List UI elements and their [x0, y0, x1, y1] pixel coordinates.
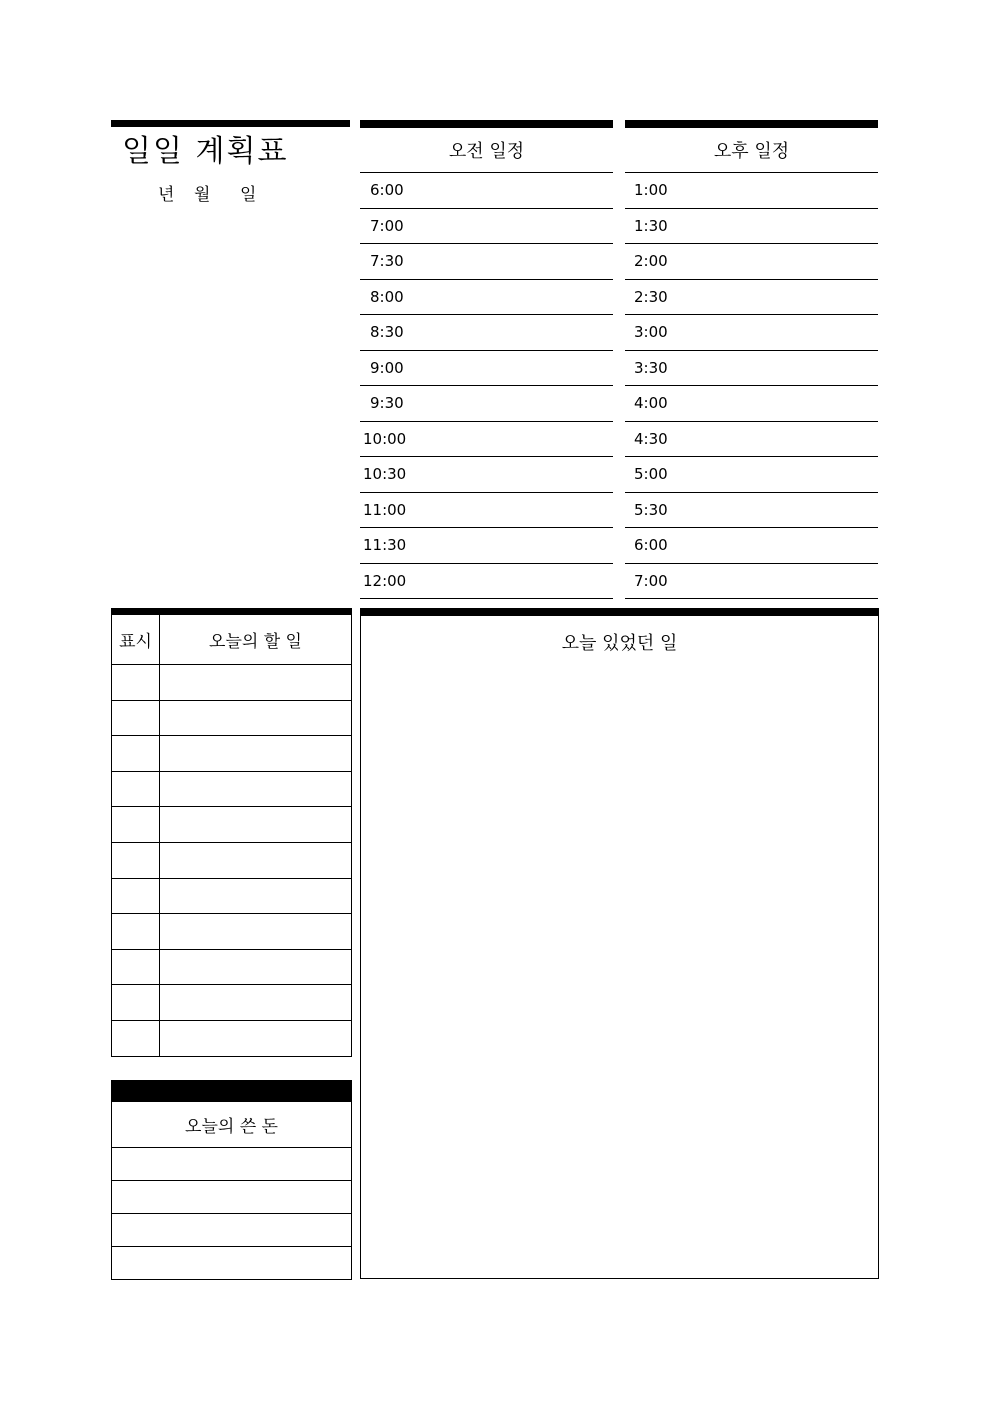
date-day-label: 일 — [240, 185, 257, 205]
pm-time-row[interactable] — [625, 209, 878, 245]
todo-row — [112, 736, 351, 772]
am-time-label: 12:00 — [363, 571, 407, 590]
am-time-label: 11:00 — [363, 500, 407, 519]
todo-mark-cell[interactable] — [112, 701, 160, 736]
todo-header-row — [112, 615, 351, 665]
todo-mark-cell[interactable] — [112, 1021, 160, 1056]
todo-task-cell[interactable] — [160, 843, 351, 878]
date-year-label: 년 — [158, 185, 175, 205]
am-time-row[interactable] — [360, 280, 613, 316]
done-box[interactable] — [360, 608, 879, 1279]
pm-time-label: 2:00 — [634, 252, 668, 271]
todo-task-cell[interactable] — [160, 701, 351, 736]
todo-task-cell[interactable] — [160, 807, 351, 842]
pm-time-label: 4:30 — [634, 429, 668, 448]
todo-mark-cell[interactable] — [112, 914, 160, 949]
am-time-label: 6:00 — [370, 181, 404, 200]
pm-time-row[interactable] — [625, 528, 878, 564]
done-header: 오늘 있었던 일 — [561, 633, 678, 654]
todo-row — [112, 985, 351, 1021]
money-header: 오늘의 쓴 돈 — [112, 1102, 351, 1148]
pm-time-row[interactable] — [625, 422, 878, 458]
date-month-label: 월 — [194, 185, 211, 205]
money-table — [111, 1080, 352, 1280]
page-title: 일일 계획표 — [122, 134, 289, 169]
am-time-row[interactable] — [360, 457, 613, 493]
am-time-label: 11:30 — [363, 536, 407, 555]
am-time-row[interactable] — [360, 173, 613, 209]
todo-row — [112, 772, 351, 808]
todo-task-cell[interactable] — [160, 914, 351, 949]
todo-mark-cell[interactable] — [112, 772, 160, 807]
am-time-row[interactable] — [360, 422, 613, 458]
todo-task-header: 오늘의 할 일 — [209, 632, 302, 652]
pm-time-label: 3:30 — [634, 358, 668, 377]
pm-time-row[interactable] — [625, 386, 878, 422]
todo-mark-cell[interactable] — [112, 985, 160, 1020]
pm-time-label: 1:30 — [634, 216, 668, 235]
todo-row — [112, 843, 351, 879]
todo-mark-cell[interactable] — [112, 807, 160, 842]
am-time-label: 8:00 — [370, 287, 404, 306]
todo-row — [112, 879, 351, 915]
todo-row — [112, 701, 351, 737]
am-time-row[interactable] — [360, 244, 613, 280]
am-time-label: 9:00 — [370, 358, 404, 377]
todo-task-cell[interactable] — [160, 985, 351, 1020]
pm-schedule-bar — [625, 120, 878, 128]
am-time-label: 8:30 — [370, 323, 404, 342]
pm-time-label: 7:00 — [634, 571, 668, 590]
pm-time-label: 5:30 — [634, 500, 668, 519]
money-row[interactable] — [112, 1181, 351, 1214]
todo-row — [112, 950, 351, 986]
todo-top-bar — [112, 608, 351, 615]
money-row[interactable] — [112, 1148, 351, 1181]
pm-time-row[interactable] — [625, 315, 878, 351]
pm-time-row[interactable] — [625, 493, 878, 529]
am-time-label: 10:00 — [363, 429, 407, 448]
am-schedule — [360, 120, 613, 599]
pm-time-row[interactable] — [625, 280, 878, 316]
todo-task-cell[interactable] — [160, 736, 351, 771]
todo-mark-cell[interactable] — [112, 879, 160, 914]
am-time-row[interactable] — [360, 528, 613, 564]
todo-task-cell[interactable] — [160, 879, 351, 914]
pm-schedule-header: 오후 일정 — [625, 128, 878, 173]
todo-task-cell[interactable] — [160, 950, 351, 985]
todo-mark-cell[interactable] — [112, 665, 160, 700]
pm-schedule — [625, 120, 878, 599]
am-time-label: 10:30 — [363, 465, 407, 484]
am-schedule-bar — [360, 120, 613, 128]
am-time-row[interactable] — [360, 493, 613, 529]
pm-time-label: 5:00 — [634, 465, 668, 484]
pm-time-label: 4:00 — [634, 394, 668, 413]
pm-time-row[interactable] — [625, 244, 878, 280]
money-row[interactable] — [112, 1214, 351, 1247]
money-row[interactable] — [112, 1247, 351, 1279]
am-time-label: 9:30 — [370, 394, 404, 413]
pm-time-label: 1:00 — [634, 181, 668, 200]
am-time-row[interactable] — [360, 386, 613, 422]
pm-time-label: 6:00 — [634, 536, 668, 555]
todo-mark-cell[interactable] — [112, 843, 160, 878]
todo-mark-cell[interactable] — [112, 736, 160, 771]
done-top-bar — [360, 608, 879, 616]
todo-mark-cell[interactable] — [112, 950, 160, 985]
am-time-row[interactable] — [360, 209, 613, 245]
am-time-label: 7:00 — [370, 216, 404, 235]
am-time-row[interactable] — [360, 564, 613, 600]
money-top-bar — [112, 1080, 351, 1102]
todo-row — [112, 665, 351, 701]
todo-task-cell[interactable] — [160, 772, 351, 807]
am-time-row[interactable] — [360, 315, 613, 351]
pm-time-row[interactable] — [625, 351, 878, 387]
pm-time-row[interactable] — [625, 564, 878, 600]
todo-table — [111, 608, 352, 1057]
todo-task-cell[interactable] — [160, 1021, 351, 1056]
todo-task-cell[interactable] — [160, 665, 351, 700]
todo-row — [112, 1021, 351, 1056]
pm-time-label: 2:30 — [634, 287, 668, 306]
am-time-row[interactable] — [360, 351, 613, 387]
am-schedule-header: 오전 일정 — [360, 128, 613, 173]
todo-row — [112, 807, 351, 843]
pm-time-row[interactable] — [625, 457, 878, 493]
todo-mark-header: 표시 — [112, 615, 160, 664]
date-line — [158, 180, 256, 205]
pm-time-label: 3:00 — [634, 323, 668, 342]
am-time-label: 7:30 — [370, 252, 404, 271]
pm-time-row[interactable] — [625, 173, 878, 209]
todo-row — [112, 914, 351, 950]
